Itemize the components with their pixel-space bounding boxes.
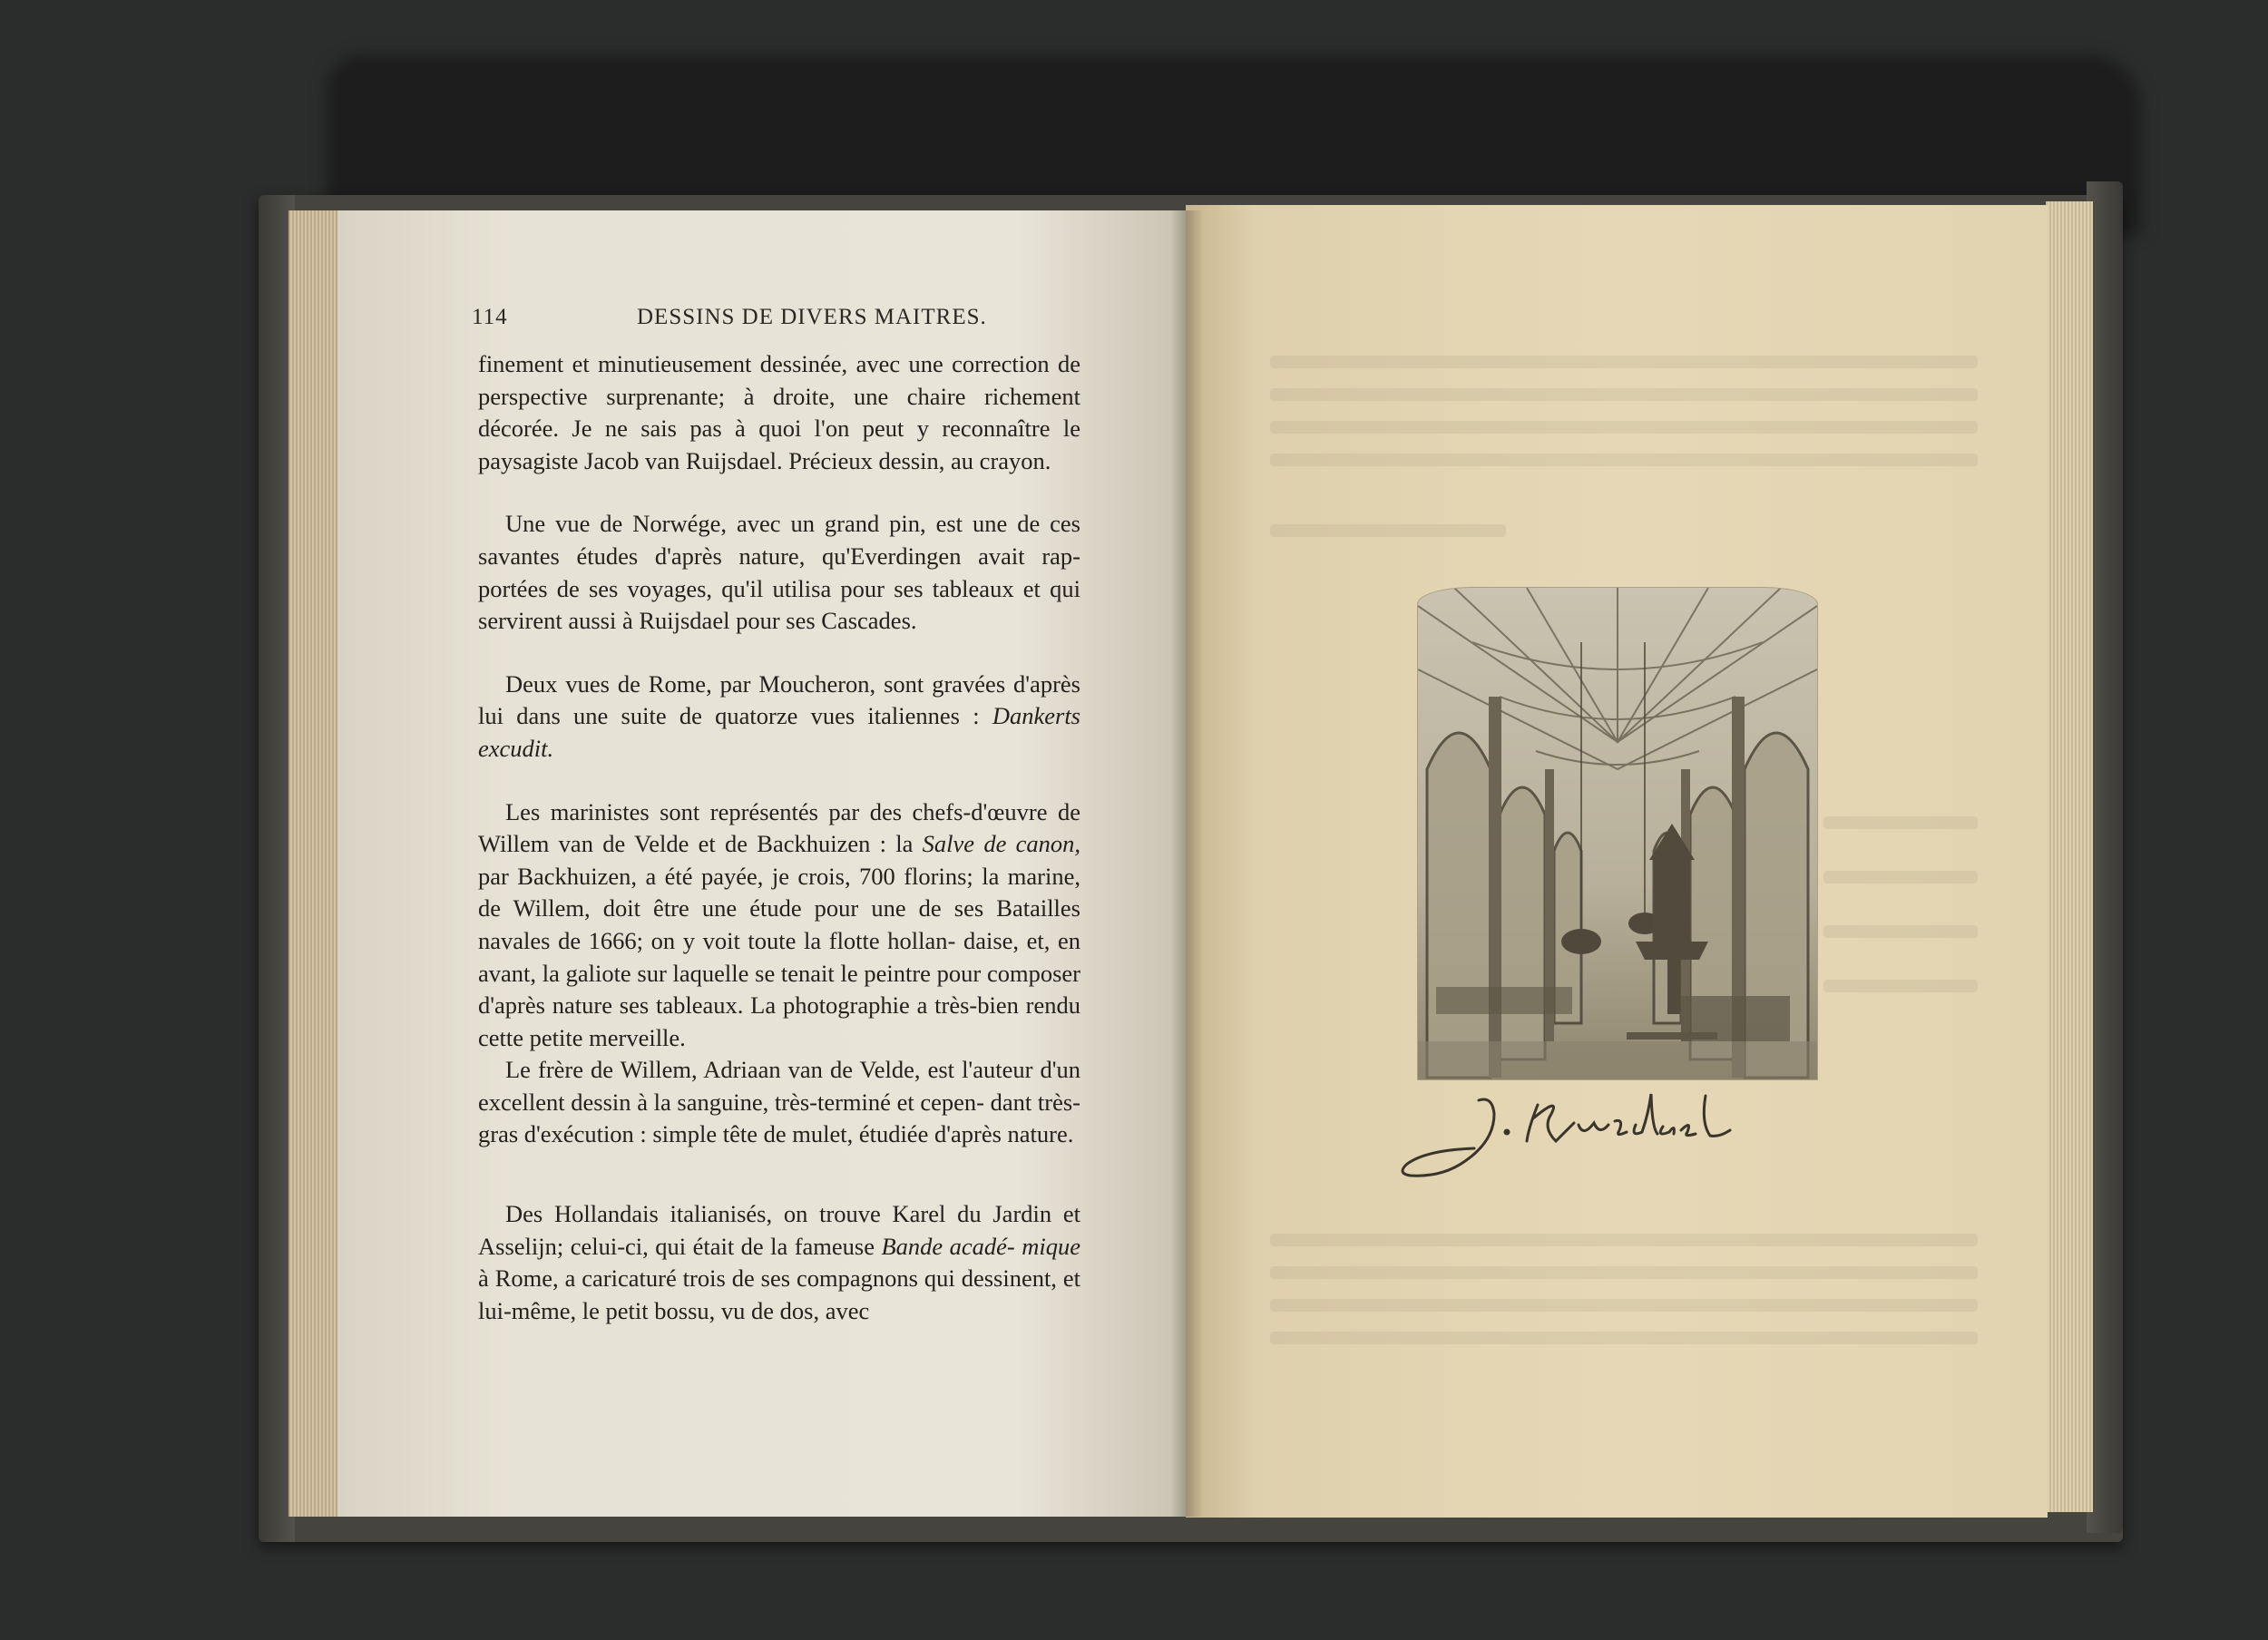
- church-interior-plate: [1418, 588, 1817, 1079]
- church-interior-drawing-icon: [1418, 588, 1817, 1079]
- paragraph-1: finement et minutieusement dessinée, avec une correction de perspective surprenante; à droite, une chaire richement décorée. Je ne sais pas à quoi l'on peut y reconnaître le paysagiste Jacob van Ruijsdael. Précieux dessin, au crayon.: [478, 350, 1080, 474]
- running-head-title: DESSINS DE DIVERS MAITRES.: [637, 305, 987, 329]
- paragraph-2: Une vue de Norwége, avec un grand pin, est une de ces savantes études d'après nature, qu'Everdingen avait rap- portées de ses voyages, qu'il utilisa pour ses tableaux et qui servirent aussi à Ruijsdael pour ses Cascades.: [478, 510, 1080, 635]
- page-edges-left: [288, 210, 338, 1517]
- paragraph-5: Le frère de Willem, Adriaan van de Velde, est l'auteur d'un excellent dessin à la sanguine, très-terminé et cepen- dant très-gras d'exécution : simple tête de mulet, étudiée d'après nature.: [478, 1056, 1081, 1148]
- running-head: [472, 305, 1089, 341]
- signature-icon: [1393, 1078, 1792, 1186]
- paragraph-3: Deux vues de Rome, par Moucheron, sont gravées d'après lui dans une suite de quatorze vues italiennes : Dankerts excudit.: [478, 669, 1080, 762]
- page-number: 114: [472, 305, 508, 329]
- paragraph-4: Les marinistes sont représentés par des chefs-d'œuvre de Willem van de Velde et de Backhuizen : la Salve de canon, par Backhuizen, a été payée, je crois, 700 florins; la marine, de Willem, doit être une étude pour une de ses Batailles navales de 1666; on y voit toute la flotte hollan- daise, et, en avant, la galiote sur laquelle se tenait le peintre pour composer d'après nature ses tableaux. La photographie a très-bien rendu cette petite merveille.: [478, 797, 1081, 1051]
- signature: [1393, 1078, 1792, 1186]
- page-edges-right: [2046, 201, 2093, 1512]
- paragraph-6: Des Hollandais italianisés, on trouve Karel du Jardin et Asselijn; celui-ci, qui était de la fameuse Bande acadé- mique à Rome, a caricaturé trois de ses compagnons qui dessinent, et lui-même, le petit bossu, vu de dos, avec: [478, 1200, 1081, 1324]
- body-text: [478, 348, 1080, 1327]
- book-gutter: [1170, 210, 1203, 1517]
